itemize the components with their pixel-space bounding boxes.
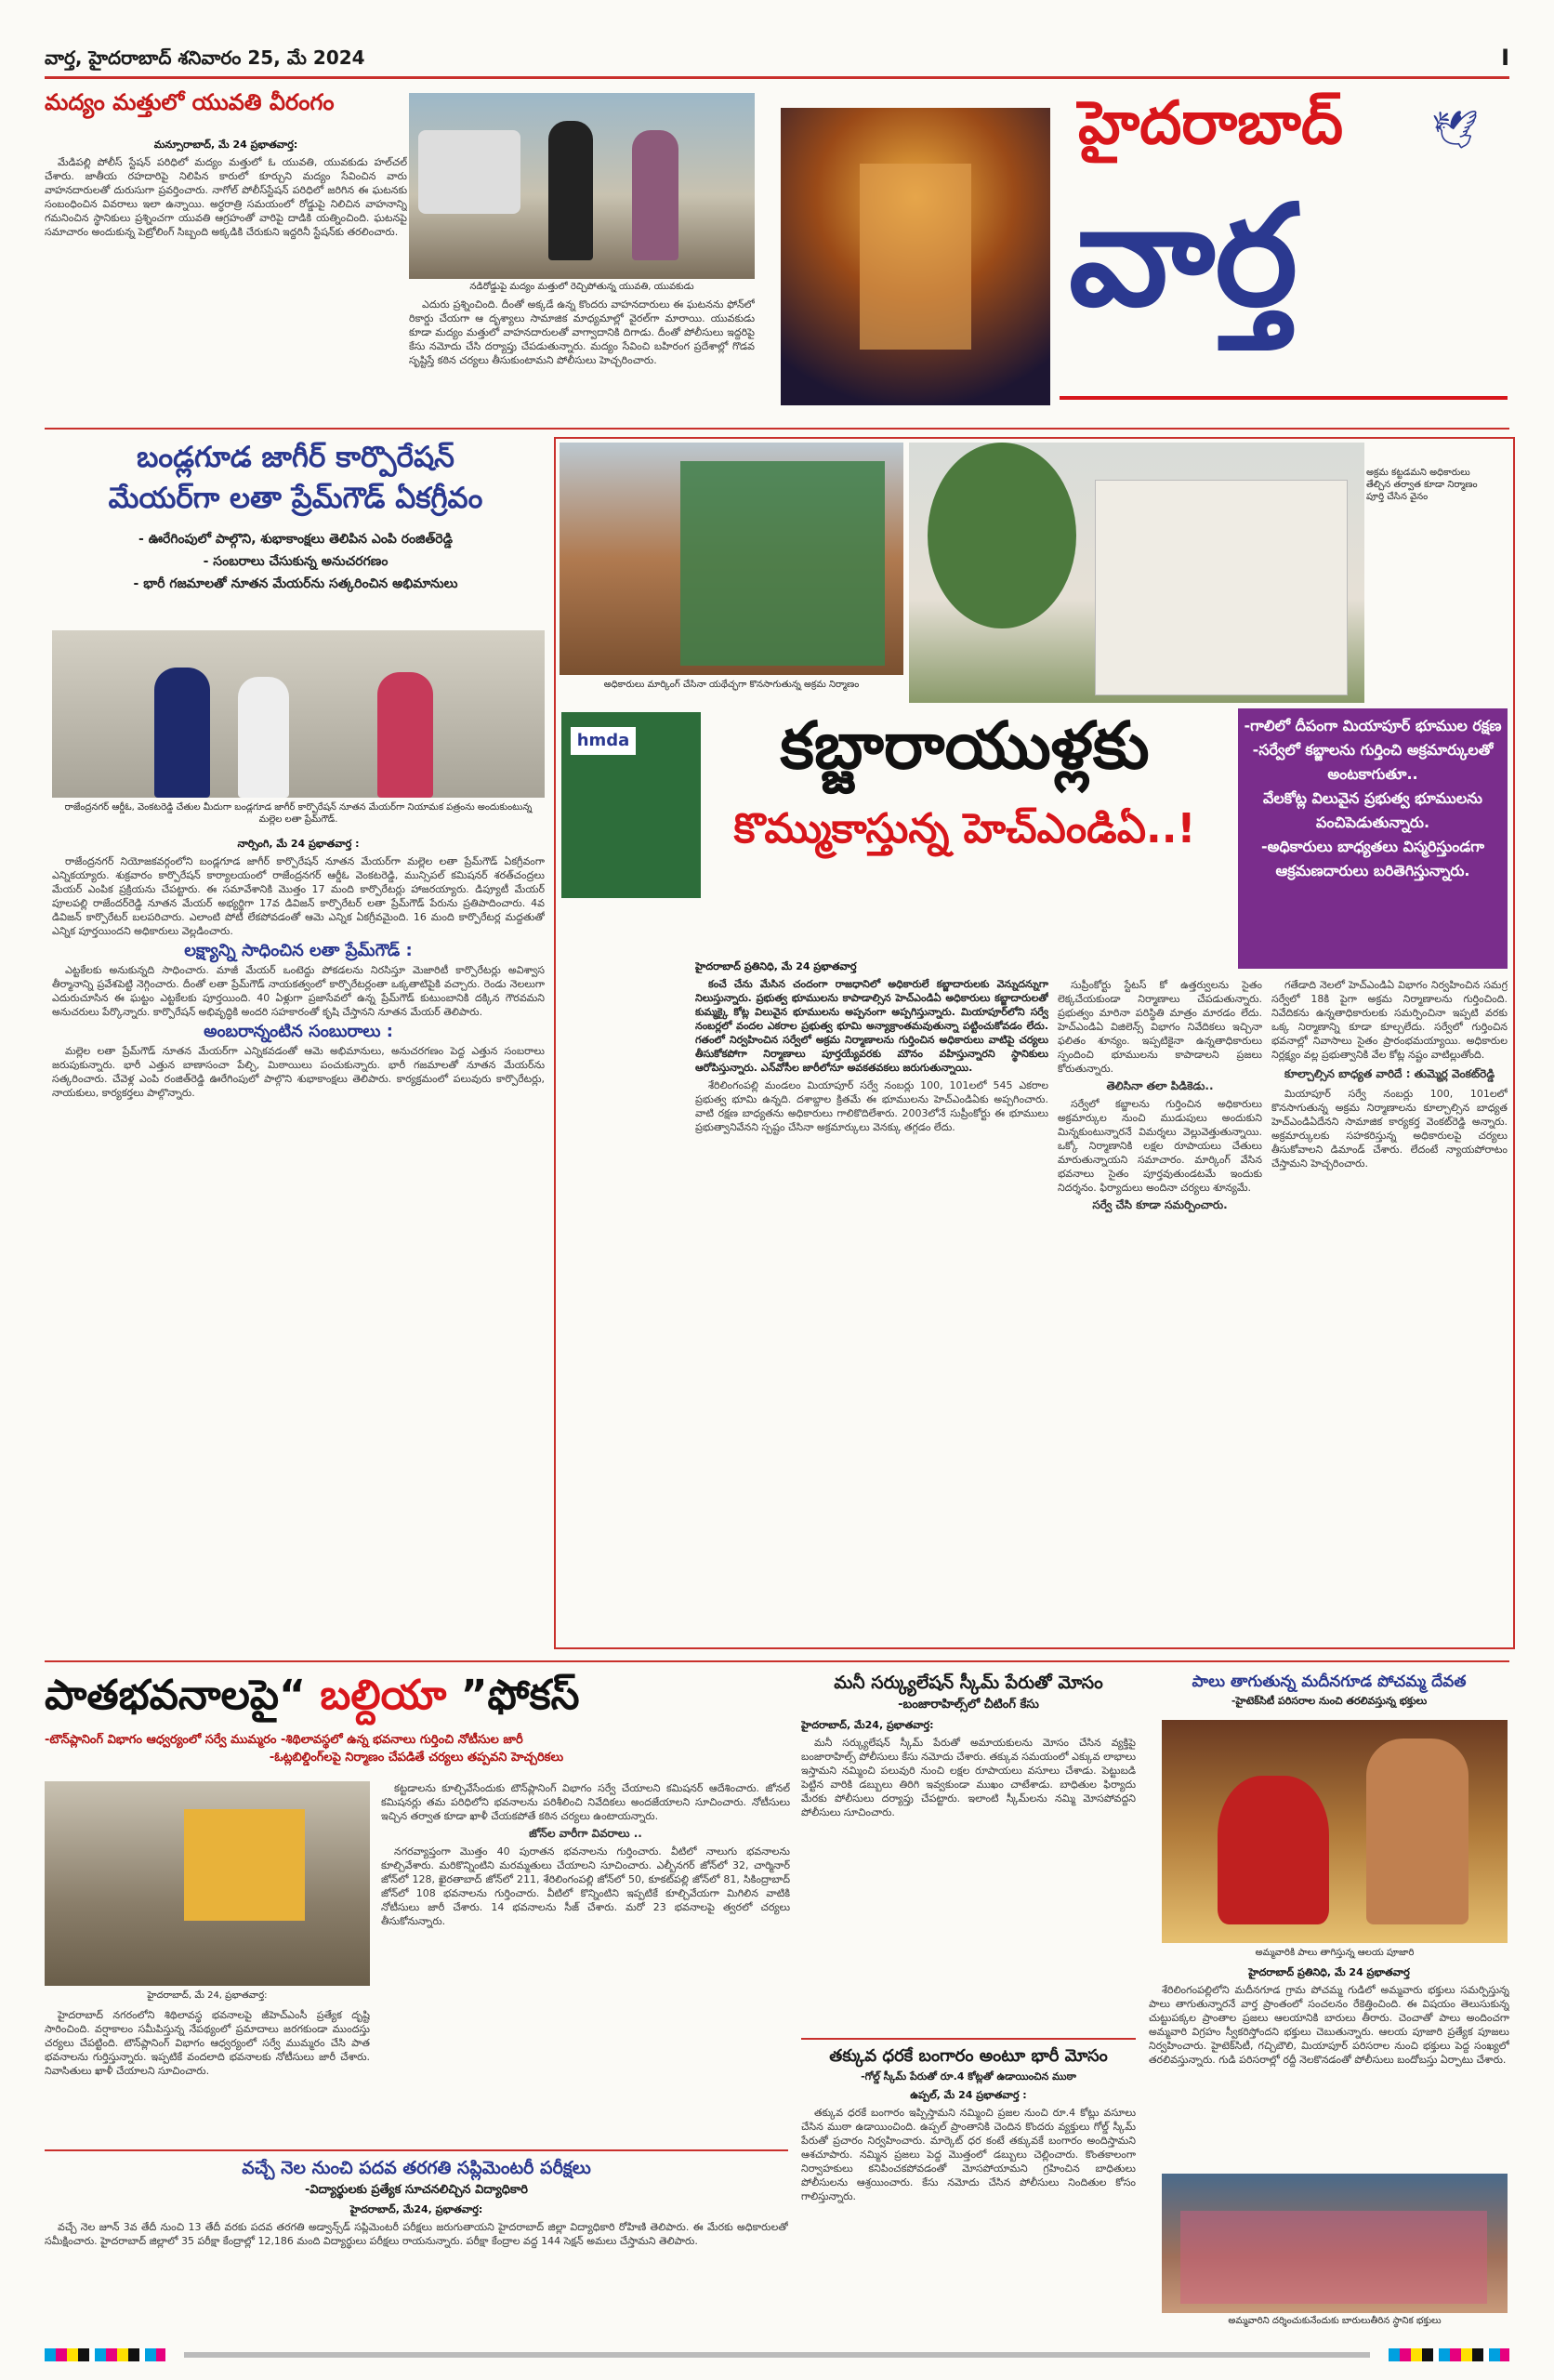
car-shape (418, 130, 520, 214)
story6-headline: మనీ సర్క్యులేషన్ స్కీమ్ పేరుతో మోసం (834, 1673, 1103, 1693)
person-figure-man (548, 121, 593, 260)
story3-body-b: శేరిలింగంపల్లి మండలం మియాపూర్ సర్వే నంబర్లు 100, 101లలో 545 ఎకరాల ప్రభుత్వ భూమి ఉన్నది. దశాబ్దాల క్రితమే ఈ భూములను హెచ్‌ఎండిఏకు అప్పగించారు. వాటి రక్షణ బాధ్యతను అధికారులు గాలికొదిలేశారు. 2003లోనే సుప్రీంకోర్టు ఈ భూములు ప్రభుత్వానివేనని స్పష్టం చేసినా అక్రమార్కులు వెనక్కు తగ్గడం లేదు. (695, 1079, 1048, 1133)
story3-body-d: సర్వేలో కబ్జాలను గుర్తించిన అధికారులు అక్రమార్కుల నుంచి ముడుపులు అందుకుని మిన్నకుంటున్నారనే విమర్శలు వెల్లువెత్తుతున్నాయి. ఒక్కో నిర్మాణానికి లక్షల రూపాయలు చేతులు మారుతున్నాయని సమాచారం. మార్కింగ్ వేసిన భవనాలు సైతం పూర్తవుతుండటమే ఇందుకు నిదర్శనం. ఫిర్యాదులు అందినా చర్యలు శూన్యమే. (1058, 1098, 1262, 1194)
story2-dateline: నార్సింగి, మే 24 ప్రభాతవార్త : (237, 838, 360, 850)
story2-header (45, 437, 547, 595)
story4-photo (45, 1781, 370, 1986)
story8-body-text: శేరిలింగంపల్లిలోని మదీనగూడ గ్రామ పోచమ్మ గుడిలో అమ్మవారు భక్తులు సమర్పిస్తున్న పాలు తాగుతున్నారనే వార్త ప్రాంతంలో సంచలనం రేకెత్తించింది. ఈ విషయం తెలుసుకున్న చుట్టుపక్కల ప్రాంతాల ప్రజలు ఆలయానికి బారులు తీరారు. చెంచాతో పాలు అందించగా అమ్మవారి విగ్రహం స్వీకరిస్తోందని భక్తులు చెబుతున్నారు. ఆలయ పూజారి ప్రత్యేక పూజలు నిర్వహించారు. హైటెక్‌సిటీ, గచ్చిబౌలి, మియాపూర్ పరిసరాల నుంచి భక్తులు పెద్ద సంఖ్యలో తరలివస్తున్నారు. గుడి పరిసరాల్లో రద్దీ నెలకొనడంతో పోలీసులు బందోబస్తు ఏర్పాటు చేశారు. (1149, 1984, 1509, 2066)
story1-body-right (409, 298, 755, 418)
story1-photo-caption: నడిరోడ్డుపై మద్యం మత్తులో రెచ్చిపోతున్న యువతి, యువకుడు (469, 282, 694, 292)
story3-sidebox (1238, 708, 1508, 969)
registration-dots-right (1389, 2348, 1509, 2361)
story2-bullet-3: - భారీ గజమాలతో నూతన మేయర్‌ను సత్కరించిన అభిమానులు (133, 576, 458, 591)
story7 (801, 2043, 1136, 2320)
masthead-underline (1060, 396, 1508, 400)
priest-figure (1366, 1739, 1468, 1924)
story1-headline-text: మద్యం మత్తులో యువతి వీరంగం (45, 89, 335, 115)
story2-body-c: మల్లెల లతా ప్రేమ్‌గౌడ్ నూతన మేయర్‌గా ఎన్నికవడంతో ఆమె అభిమానులు, అనుచరగణం పెద్ద ఎత్తున సంబరాలు జరుపుకున్నారు. భారీ ఎత్తున బాణాసంచా పేల్చి, మిఠాయిలు పంచుకున్నారు. భారీ గజమాలతో నూతన మేయర్‌ను సత్కరించారు. చేవెళ్ల ఎంపి రంజిత్‌రెడ్డి ఊరేగింపులో పాల్గొని శుభాకాంక్షలు తెలిపారు. కార్యక్రమంలో పలువురు కార్పొరేటర్లు, నాయకులు, కార్యకర్తలు పాల్గొన్నారు. (52, 1045, 545, 1099)
story3-caption-left: అధికారులు మార్కింగ్ చేసినా యథేచ్ఛగా కొనసాగుతున్న అక్రమ నిర్మాణం (603, 680, 860, 690)
story5-headline: వచ్చే నెల నుంచి పదవ తరగతి సప్లిమెంటరీ పరీక్షలు (242, 2158, 591, 2178)
story5-dateline: హైదరాబాద్, మే24, ప్రభాతవార్త: (349, 2203, 483, 2215)
page-folio (45, 41, 1509, 74)
story5 (45, 2155, 788, 2342)
deity-idol-shape (1218, 1776, 1329, 1924)
section-rule-2 (45, 1660, 1509, 1662)
building-shape (1095, 480, 1348, 695)
story8-kicker: -హైటెక్‌సిటీ పరిసరాల నుంచి తరలివస్తున్న భక్తులు (1231, 1695, 1428, 1707)
sidebox-item-3: వేలకోట్ల విలువైన ప్రభుత్వ భూములను పంచిపెడుతున్నారు. (1263, 789, 1482, 831)
story3-subhead-a: తెలిసినా తలా పిడికెడు.. (1106, 1079, 1214, 1092)
story4-photo-caption: హైదరాబాద్, మే 24, ప్రభాతవార్త: (147, 1990, 268, 2001)
tree-shape (928, 443, 1076, 628)
story3-subhead-c: కూల్చాల్సిన బాధ్యత వారిదే : తుమ్మెర్ల వెంకట్‌రెడ్డి (1284, 1067, 1495, 1080)
story2-headline-1: బండ్లగూడ జాగీర్ కార్పొరేషన్ (137, 441, 454, 474)
story2-bullet-1: - ఊరేగింపులో పాల్గొని, శుభాకాంక్షలు తెలిపిన ఎంపి రంజిత్‌రెడ్డి (138, 532, 453, 547)
story3-headline (705, 699, 1225, 866)
story1-headline (45, 89, 398, 130)
jcb-excavator-shape (184, 1809, 305, 1921)
story4-headline-post: ”ఫోకస్ (460, 1672, 580, 1719)
masthead-upper: హైదరాబాద్ (1078, 89, 1344, 158)
story3-body-a: కంచే చేను మేసిన చందంగా రాజధానిలో అధికారులే కబ్జాదారులకు వెన్నుదన్నుగా నిలుస్తున్నారు. ప్రభుత్వ భూములను కాపాడాల్సిన హెచ్‌ఎండిఏ అధికారులు కబ్జాదారులతో కుమ్మక్కై కోట్ల విలువైన భూములను అప్పనంగా అప్పగిస్తున్నారు. మియాపూర్‌లోని సర్వే నంబర్లలో వందల ఎకరాల ప్రభుత్వ భూమి అన్యాక్రాంతమవుతున్నా పట్టించుకోవడం లేదు. గతంలో నిర్వహించిన సర్వేలో అక్రమ నిర్మాణాలను గుర్తించిన అధికారులు వాటిపై చర్యలు తీసుకోకపోగా నిర్మాణాలు పూర్తయ్యేవరకు మౌనం వహిస్తున్నారని స్థానికులు ఆరోపిస్తున్నారు. ఎన్‌వోసీల జారీలోనూ అవకతవకలు జరుగుతున్నాయి. (695, 978, 1048, 1074)
hmda-sign: hmda (571, 727, 636, 755)
story4-body-a: హైదరాబాద్ నగరంలోని శిథిలావస్థ భవనాలపై జీహెచ్‌ఎంసీ ప్రత్యేక దృష్టి సారించింది. వర్షాకాలం సమీపిస్తున్న నేపథ్యంలో ప్రమాదాలు జరగకుండా ముందస్తు చర్యలు చేపట్టింది. టౌన్‌ప్లానింగ్ విభాగం ఆధ్వర్యంలో సర్వే ముమ్మరం చేసి పాత భవనాలను గుర్తిస్తున్నారు. ఇప్పటికే వందలాది భవనాలకు నోటీసులు జారీ చేశారు. నివాసితులు ఖాళీ చేయాలని సూచించారు. (45, 2009, 370, 2077)
story4-kicker-2: -ఓట్లబిల్డింగ్‌లపై నిర్మాణం చేపడితే చర్యలు తప్పవని హెచ్చరికలు (269, 1751, 564, 1765)
story2-subhead-b: అంబరాన్నంటిన సంబురాలు : (204, 1022, 393, 1041)
story6-kicker: -బంజారాహిల్స్‌లో చీటింగ్ కేసు (898, 1698, 1039, 1712)
story4-headline-accent: బల్దియా (320, 1672, 447, 1719)
story3-col-3 (1271, 978, 1508, 1592)
story3-photo-left (560, 443, 903, 675)
story2-body-b: ఎట్టకేలకు అనుకున్నది సాధించారు. మాజీ మేయర్ ఒంటెద్దు పోకడలను నిరసిస్తూ మెజారిటీ కార్పొరేటర్లు అవిశ్వాస తీర్మానాన్ని ప్రవేశపెట్టి నెగ్గించారు. దీంతో లతా ప్రేమ్‌గౌడ్ నాయకత్వంలో కార్పొరేటర్లంతా ఒక్కతాటిపైకి వచ్చారు. రెండు నెలలుగా ఎదురుచూసిన ఈ ఘట్టం ఎట్టకేలకు పూర్తయింది. 40 ఏళ్లుగా ప్రజాసేవలో ఉన్న ప్రేమ్‌గౌడ్ కుటుంబానికి దక్కిన గౌరవమని అనుచరులు పేర్కొన్నారు. కార్పొరేషన్ అభివృద్ధికి అందరి సహకారంతో కృషి చేస్తానని నూతన మేయర్ తెలిపారు. (52, 964, 545, 1018)
hmda-sign-photo (561, 712, 701, 898)
story7-body-text: తక్కువ ధరకే బంగారం ఇప్పిస్తామని నమ్మించి ప్రజల నుంచి రూ.4 కోట్లు వసూలు చేసిన ముఠా ఉడాయించింది. ఉప్పల్ ప్రాంతానికి చెందిన కొందరు వ్యక్తులు గోల్డ్ స్కీమ్ పేరుతో ప్రచారం నిర్వహించారు. మార్కెట్ ధర కంటే తక్కువకే బంగారం అందిస్తామని ఆశచూపారు. నమ్మిన ప్రజలు పెద్ద మొత్తంలో డబ్బులు చెల్లించారు. కొంతకాలంగా నిర్వాహకులు కనిపించకపోవడంతో మోసపోయామని గ్రహించిన బాధితులు పోలీసులను ఆశ్రయించారు. కేసు నమోదు చేసిన పోలీసులు నిందితుల కోసం గాలిస్తున్నారు. (801, 2107, 1136, 2202)
official-figure-2 (238, 677, 289, 798)
story8-body (1149, 1965, 1509, 2170)
story8-caption-2: అమ్మవారిని దర్శించుకునేందుకు బారులుతీరిన స్థానిక భక్తులు (1228, 2316, 1442, 2326)
story8-headline: పాలు తాగుతున్న మదీనగూడ పోచమ్మ దేవత (1192, 1673, 1467, 1691)
story2-body (52, 837, 545, 1506)
story2-body-a: రాజేంద్రనగర్ నియోజకవర్గంలోని బండ్లగూడ జాగీర్ కార్పొరేషన్ నూతన మేయర్‌గా మల్లెల లతా ప్రేమ్‌గౌడ్ ఏకగ్రీవంగా ఎన్నికయ్యారు. శుక్రవారం కార్పొరేషన్ కార్యాలయంలో రాజేంద్రనగర్ ఆర్డీఓ వెంకటరెడ్డి, మున్సిపల్ కమిషనర్ శరత్‌చంద్రలు మేయర్ ఎంపిక ప్రక్రియను చేపట్టారు. ఈ సమావేశానికి మొత్తం 17 మంది కార్పొరేటర్లు హాజరయ్యారు. డిప్యూటీ మేయర్ పూలపల్లి రాజేందర్‌రెడ్డి నూతన మేయర్ అభ్యర్థిగా 17వ డివిజన్ కార్పొరేటర్ లతా ప్రేమ్‌గౌడ్ పేరును ప్రతిపాదించారు. 4వ డివిజన్ కార్పొరేటర్ బలపరిచారు. ఎలాంటి పోటీ లేకపోవడంతో ఆమె ఎన్నిక ఏకగ్రీవమైంది. 16 మంది కార్పొరేటర్ల మద్దతుతో ఎన్నిక పూర్తయిందని అధికారులు వెల్లడించారు. (52, 855, 545, 937)
masthead (781, 89, 1508, 424)
section-rule-1 (45, 428, 1509, 430)
story3-photo-right (909, 443, 1364, 703)
story4-col-2 (381, 1781, 790, 2144)
registration-dots-left (45, 2348, 165, 2361)
story3-body-f: మియాపూర్ సర్వే నంబర్లు 100, 101లలో కొనసాగుతున్న అక్రమ నిర్మాణాలను కూల్చాల్సిన బాధ్యత హెచ్‌ఎండిఏదేనని సామాజిక కార్యకర్త వెంకట్‌రెడ్డి అన్నారు. అక్రమార్కులకు సహకరిస్తున్న అధికారులపై చర్యలు తీసుకోవాలని డిమాండ్ చేశారు. లేదంటే న్యాయపోరాటం చేస్తామని హెచ్చరించారు. (1271, 1088, 1508, 1170)
section-rule-3 (45, 2149, 788, 2151)
sidebox-item-2: -సర్వేలో కబ్జాలను గుర్తించి అక్రమార్కులతో అంటకాగుతూ.. (1252, 741, 1494, 783)
story1-body-a: మేడిపల్లి పోలీస్ స్టేషన్ పరిధిలో మద్యం మత్తులో ఓ యువతి, యువకుడు హల్‌చల్ చేశారు. జాతీయ రహదారిపై నిలిపిన కారులో కూర్చుని మద్యం సేవించిన వారు వాహనదారులతో దురుసుగా ప్రవర్తించారు. నాగోల్ పోలీస్‌స్టేషన్ పరిధిలో జరిగిన ఈ ఘటనకు సంబంధించిన వివరాలు ఇలా ఉన్నాయి. అర్ధరాత్రి సమయంలో రోడ్డుపై నిలిచిన వాహనాన్ని గమనించిన స్థానికులు ప్రశ్నించగా యువతి ఆగ్రహంతో వారిపై దాడికి యత్నించింది. ఘటనపై సమాచారం అందుకున్న పెట్రోలింగ్ సిబ్బంది అక్కడికి చేరుకుని ఇద్దరినీ స్టేషన్‌కు తరలించారు. (45, 156, 407, 238)
story1-photo (409, 93, 755, 279)
story4-col-1 (45, 2008, 370, 2138)
devotees-crowd-shape (1180, 2211, 1487, 2304)
story2-headline-2: మేయర్‌గా లతా ప్రేమ్‌గౌడ్ ఏకగ్రీవం (108, 482, 483, 515)
page-number: I (1501, 45, 1509, 71)
charminar-photo (781, 108, 1050, 405)
story4-body-b: కట్టడాలను కూల్చివేసేందుకు టౌన్‌ప్లానింగ్ విభాగం సర్వే చేయాలని కమిషనర్ ఆదేశించారు. జోనల్ కమిషనర్లు తమ పరిధిలోని భవనాలను పరిశీలించి నివేదికలు అందజేయాలని సూచించారు. నోటీసులు ఇచ్చిన తర్వాత కూడా ఖాళీ చేయకపోతే కఠిన చర్యలు ఉంటాయన్నారు. (381, 1782, 790, 1822)
story2-bullet-2: - సంబరాలు చేసుకున్న అనుచరగణం (203, 554, 388, 569)
monument-shape (860, 164, 971, 350)
story2-subhead-a: లక్ష్యాన్ని సాధించిన లతా ప్రేమ్‌గౌడ్ : (184, 941, 413, 960)
story4-header (45, 1670, 788, 1766)
story5-body-text: వచ్చే నెల జూన్ 3వ తేదీ నుంచి 13 తేదీ వరకు పదవ తరగతి అడ్వాన్స్‌డ్ సప్లిమెంటరీ పరీక్షలు జరుగుతాయని హైదరాబాద్ జిల్లా విద్యాధికారి రోహిణి తెలిపారు. ఈ మేరకు అధికారులతో సమీక్షించారు. హైదరాబాద్ జిల్లాలో 35 పరీక్షా కేంద్రాల్లో 12,186 మంది విద్యార్థులు పరీక్షలు రాయనున్నారు. పరీక్షా కేంద్రాల వద్ద 144 సెక్షన్ అమలు చేస్తామని తెలిపారు. (45, 2221, 788, 2247)
story3-subhead-b: సర్వే చేసి కూడా సమర్పించారు. (1092, 1198, 1228, 1211)
story3-box (554, 437, 1515, 1649)
story6-dateline: హైదరాబాద్, మే24, ప్రభాతవార్త: (801, 1719, 934, 1731)
story8-photo-1 (1162, 1720, 1508, 1943)
story3-col-1 (695, 959, 1048, 1480)
story7-kicker: -గోల్డ్ స్కీమ్ పేరుతో రూ.4 కోట్లతో ఉడాయించిన ముఠా (861, 2070, 1076, 2082)
story1-body-left (45, 138, 407, 416)
story5-kicker: -విద్యార్థులకు ప్రత్యేక సూచనలిచ్చిన విద్యాధికారి (305, 2183, 528, 2197)
scaffold-net (680, 461, 885, 666)
story1-body-b: ఎదురు ప్రశ్నించింది. దీంతో అక్కడే ఉన్న కొందరు వాహనదారులు ఈ ఘటనను ఫోన్‌లో రికార్డు చేయగా ఆ దృశ్యాలు సామాజిక మాధ్యమాల్లో వైరల్‌గా మారాయి. యువకుడు కూడా మద్యం మత్తులో వాహనదారులతో వాగ్వాదానికి దిగాడు. దీంతో పోలీసులు ఇద్దరిపై కేసు నమోదు చేసి దర్యాప్తు చేపడుతున్నారు. మద్యం సేవించి బహిరంగ ప్రదేశాల్లో గొడవ సృష్టిస్తే కఠిన చర్యలు తీసుకుంటామని పోలీసులు హెచ్చరించారు. (409, 298, 755, 366)
story2-photo-caption: రాజేంద్రనగర్ ఆర్డీఓ, వెంకటరెడ్డి చేతుల మీదుగా బండ్లగూడ జాగీర్ కార్పొరేషన్ నూతన మేయర్‌గా నియామక పత్రంను అందుకుంటున్న మల్లెల లతా ప్రేమ్‌గౌడ్. (64, 802, 533, 825)
story7-headline: తక్కువ ధరకే బంగారం అంటూ భారీ మోసం (829, 2046, 1108, 2066)
story7-dateline: ఉప్పల్, మే 24 ప్రభాతవార్త : (910, 2089, 1027, 2101)
masthead-lower: వార్త (1069, 176, 1298, 337)
story3-col-2 (1058, 978, 1262, 1592)
story8-dateline: హైదరాబాద్ ప్రతినిధి, మే 24 ప్రభాతవార్త (1248, 1966, 1410, 1978)
gray-strip (184, 2352, 1370, 2358)
official-figure (154, 668, 210, 798)
story6-body-text: మనీ సర్క్యులేషన్ స్కీమ్ పేరుతో అమాయకులను మోసం చేసిన వ్యక్తిపై బంజారాహిల్స్ పోలీసులు కేసు నమోదు చేశారు. తక్కువ సమయంలో ఎక్కువ లాభాలు ఇస్తామని నమ్మించి పలువురి నుంచి లక్షల రూపాయలు వసూలు చేశాడు. పెట్టుబడి పెట్టిన వారికి డబ్బులు తిరిగి ఇవ్వకుండా ముఖం చాటేశాడు. బాధితుల ఫిర్యాదు మేరకు పోలీసులు దర్యాప్తు చేపట్టారు. ఇలాంటి స్కీమ్‌లను నమ్మి మోసపోవద్దని పోలీసులు సూచించారు. (801, 1737, 1136, 1818)
mayor-figure (377, 672, 433, 798)
story3-headline-1: కబ్జారాయుళ్లకు (780, 707, 1150, 784)
story3-headline-2: కొమ్ముకాస్తున్న హెచ్‌ఎండిఏ..! (733, 805, 1196, 853)
story3-body-c: సుప్రీంకోర్టు స్టేటస్ కో ఉత్తర్వులను సైతం లెక్కచేయకుండా నిర్మాణాలు చేపడుతున్నారు. ప్రభుత్వం మారినా పరిస్థితి మాత్రం మారడం లేదు. హెచ్‌ఎండిఏ విజిలెన్స్ విభాగం నివేదికలు ఇచ్చినా ఫలితం శూన్యం. ఇప్పటికైనా ఉన్నతాధికారులు స్పందించి భూములను కాపాడాలని ప్రజలు కోరుతున్నారు. (1058, 979, 1262, 1075)
folio-rule (45, 76, 1509, 79)
story6-body (801, 1718, 1136, 2016)
story8-photo-2 (1162, 2174, 1508, 2313)
story8-caption-1: అమ్మవారికి పాలు తాగిస్తున్న ఆలయ పూజారి (1255, 1948, 1415, 1958)
story5-body (45, 2202, 788, 2342)
story4-headline (45, 1670, 788, 1722)
section-rule-4 (801, 2038, 1136, 2040)
story3-caption-right: అక్రమ కట్టడమని అధికారులు తేల్చిన తర్వాత కూడా నిర్మాణం పూర్తి చేసిన వైనం (1366, 468, 1478, 502)
story4-body-c: నగరవ్యాప్తంగా మొత్తం 40 పురాతన భవనాలను గుర్తించారు. వీటిలో నాలుగు భవనాలను కూల్చివేశారు. మరికొన్నింటిని మరమ్మతులు చేయాలని సూచించారు. ఎల్బీనగర్ జోన్‌లో 32, చార్మినార్ జోన్‌లో 128, ఖైరతాబాద్ జోన్‌లో 211, శేరిలింగంపల్లి జోన్‌లో 50, కూకట్‌పల్లి జోన్‌లో 81, సికింద్రాబాద్ జోన్‌లో 108 భవనాలను గుర్తించారు. వీటిలో కొన్నింటిని ఇప్పటికే కూల్చివేయగా మిగిలిన వాటికి నోటీసులు జారీ చేశారు. 14 భవనాలను సీజ్ చేశారు. మరో 23 భవనాలపై త్వరలో చర్యలు తీసుకోనున్నారు. (381, 1845, 790, 1927)
story6 (801, 1670, 1136, 2016)
bird-logo-icon: 🕊 (1431, 109, 1479, 152)
sidebox-item-1: -గాలిలో దీపంగా మియాపూర్ భూముల రక్షణ (1244, 717, 1502, 734)
story4-kicker-1: -టౌన్‌ప్లానింగ్ విభాగం ఆధ్వర్యంలో సర్వే ముమ్మరం -శిథిలావస్థలో ఉన్న భవనాలు గుర్తించి నోటీసుల జారీ (45, 1733, 523, 1747)
story3-dateline: హైదరాబాద్ ప్రతినిధి, మే 24 ప్రభాతవార్త (695, 960, 857, 972)
story3-body-e: గతేడాది నెలలో హెచ్‌ఎండిఏ విభాగం నిర్వహించిన సమగ్ర సర్వేలో 18కి పైగా అక్రమ నిర్మాణాలను గుర్తించింది. నివేదికను ఉన్నతాధికారులకు సమర్పించినా ఇప్పటి వరకు ఒక్క నిర్మాణాన్ని కూడా కూల్చలేదు. సర్వేలో గుర్తించిన భవనాల్లో నివాసాలు సైతం ప్రారంభమయ్యాయి. అధికారుల నిర్లక్ష్యం వల్ల ప్రభుత్వానికి వేల కోట్ల నష్టం వాటిల్లుతోంది. (1271, 979, 1508, 1061)
sidebox-item-4: -అధికారులు బాధ్యతలు విస్మరిస్తుండగా ఆక్రమణదారులు బరితెగిస్తున్నారు. (1261, 838, 1484, 879)
story4-headline-pre: పాతభవనాలపై“ (45, 1672, 306, 1719)
story1-dateline: మన్సూరాబాద్, మే 24 ప్రభాతవార్త: (153, 139, 298, 151)
folio-text: వార్త, హైదరాబాద్ శనివారం 25, మే 2024 (45, 46, 365, 69)
person-figure-woman (632, 130, 678, 260)
print-register-bar (45, 2348, 1509, 2363)
story7-body (801, 2088, 1136, 2320)
story2-bullets (45, 528, 547, 595)
story4-subhead: జోన్‌ల వారీగా వివరాలు .. (529, 1827, 642, 1840)
story8 (1149, 1670, 1509, 1709)
story2-photo (52, 630, 545, 798)
